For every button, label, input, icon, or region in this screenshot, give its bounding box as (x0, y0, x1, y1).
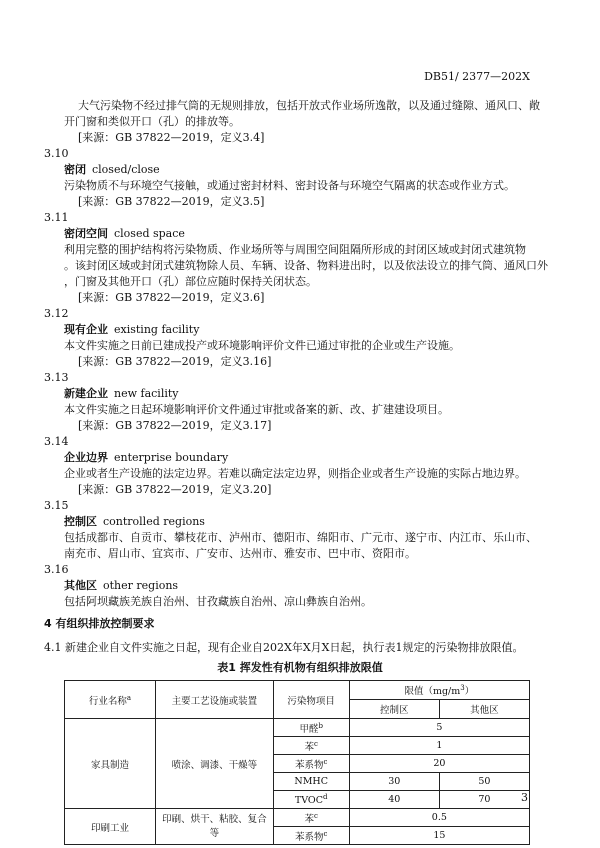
header-pollutant: 污染物项目 (273, 681, 349, 719)
cell-value: 5 (349, 719, 529, 737)
header-limit: 限值$(mg/m^3)$ (349, 681, 529, 700)
term-zh: 密闭空间 (64, 227, 108, 240)
term-en: existing facility (114, 323, 200, 336)
section-heading: 4 有组织排放控制要求 (44, 617, 155, 630)
term-zh: 密闭 (64, 163, 86, 176)
cell-value-controlled: 40 (349, 791, 439, 809)
term-heading (64, 386, 179, 402)
emission-limit-table (64, 680, 530, 845)
header-industry: 行业名称$^a$ (65, 681, 156, 719)
cell-value: 1 (349, 737, 529, 755)
cell-value-controlled: 30 (349, 773, 439, 791)
term-number: 3.13 (44, 371, 69, 384)
document-id: DB51/ 2377—202X (424, 70, 530, 83)
cell-pollutant: 苯$^c$ (273, 737, 349, 755)
term-heading (64, 162, 160, 178)
term-number: 3.14 (44, 435, 69, 448)
cell-industry: 印刷工业 (65, 809, 156, 845)
cell-value-other: 50 (439, 773, 529, 791)
term-en: enterprise boundary (114, 451, 229, 464)
cell-value: 15 (349, 827, 529, 845)
term-zh: 新建企业 (64, 387, 108, 400)
header-process: 主要工艺设施或装置 (156, 681, 274, 719)
cell-pollutant: 苯系物$^c$ (273, 827, 349, 845)
term-number: 3.12 (44, 307, 69, 320)
term-definition: 本文件实施之日起环境影响评价文件通过审批或备案的新、改、扩建建设项目。 (64, 403, 449, 416)
term-definition: 南充市、眉山市、宜宾市、广安市、达州市、雅安市、巴中市、资阳市。 (64, 547, 416, 560)
term-source: [来源：GB 37822—2019，定义3.16] (78, 355, 272, 368)
term-definition: 包括成都市、自贡市、攀枝花市、泸州市、德阳市、绵阳市、广元市、遂宁市、内江市、乐山市、 (64, 531, 537, 544)
term-source: [来源：GB 37822—2019，定义3.20] (78, 483, 272, 496)
term-source: [来源：GB 37822—2019，定义3.17] (78, 419, 272, 432)
cell-value-other: 70 (439, 791, 529, 809)
page-number: 3 (521, 791, 528, 804)
cell-pollutant: TVOC$^d$ (273, 791, 349, 809)
intro-source: [来源：GB 37822—2019，定义3.4] (78, 131, 265, 144)
term-number: 3.11 (44, 211, 69, 224)
term-definition: 污染物质不与环境空气接触，或通过密封材料、密封设备与环境空气隔离的状态或作业方式。 (64, 179, 515, 192)
cell-pollutant: 苯系物$^c$ (273, 755, 349, 773)
table-caption: 表1 挥发性有机物有组织排放限值 (217, 661, 383, 674)
term-source: [来源：GB 37822—2019，定义3.5] (78, 195, 265, 208)
cell-pollutant: 苯$^c$ (273, 809, 349, 827)
term-source: [来源：GB 37822—2019，定义3.6] (78, 291, 265, 304)
term-zh: 其他区 (64, 579, 97, 592)
term-en: closed/close (92, 163, 160, 176)
cell-value: 0.5 (349, 809, 529, 827)
term-zh: 控制区 (64, 515, 97, 528)
term-en: closed space (114, 227, 185, 240)
term-en: controlled regions (103, 515, 205, 528)
cell-value: 20 (349, 755, 529, 773)
term-heading (64, 514, 205, 530)
term-heading (64, 226, 185, 242)
term-number: 3.15 (44, 499, 69, 512)
term-definition: 本文件实施之日前已建成投产或环境影响评价文件已通过审批的企业或生产设施。 (64, 339, 460, 352)
term-zh: 企业边界 (64, 451, 108, 464)
section-clause: 4.1 新建企业自文件实施之日起，现有企业自202X年X月X日起，执行表1规定的污染物排放限值。 (44, 641, 524, 654)
term-en: new facility (114, 387, 179, 400)
term-en: other regions (103, 579, 179, 592)
term-definition: 企业或者生产设施的法定边界。若难以确定法定边界，则指企业或者生产设施的实际占地边界。 (64, 467, 526, 480)
term-definition: 。该封闭区域或封闭式建筑物除人员、车辆、设备、物料进出时，以及依法设立的排气筒、通风口外 (64, 259, 548, 272)
term-definition: 包括阿坝藏族羌族自治州、甘孜藏族自治州、凉山彝族自治州。 (64, 595, 372, 608)
term-zh: 现有企业 (64, 323, 108, 336)
header-other: 其他区 (439, 700, 529, 719)
intro-line-2: 开门窗和类似开口（孔）的排放等。 (64, 115, 240, 128)
intro-line-1: 大气污染物不经过排气筒的无规则排放，包括开放式作业场所逸散，以及通过缝隙、通风口、敞 (78, 99, 540, 112)
cell-pollutant: 甲醛$^b$ (273, 719, 349, 737)
cell-industry: 家具制造 (65, 719, 156, 809)
cell-process: 喷涂、调漆、干燥等 (156, 719, 274, 809)
term-heading (64, 322, 199, 338)
header-controlled: 控制区 (349, 700, 439, 719)
cell-pollutant: NMHC (273, 773, 349, 791)
term-definition: ，门窗及其他开口（孔）部位应随时保持关闭状态。 (64, 275, 317, 288)
term-heading (64, 578, 178, 594)
term-definition: 利用完整的围护结构将污染物质、作业场所等与周围空间阻隔所形成的封闭区域或封闭式建筑物 (64, 243, 526, 256)
term-number: 3.10 (44, 147, 69, 160)
term-number: 3.16 (44, 563, 69, 576)
term-heading (64, 450, 228, 466)
cell-process: 印刷、烘干、粘胶、复合等 (156, 809, 274, 845)
